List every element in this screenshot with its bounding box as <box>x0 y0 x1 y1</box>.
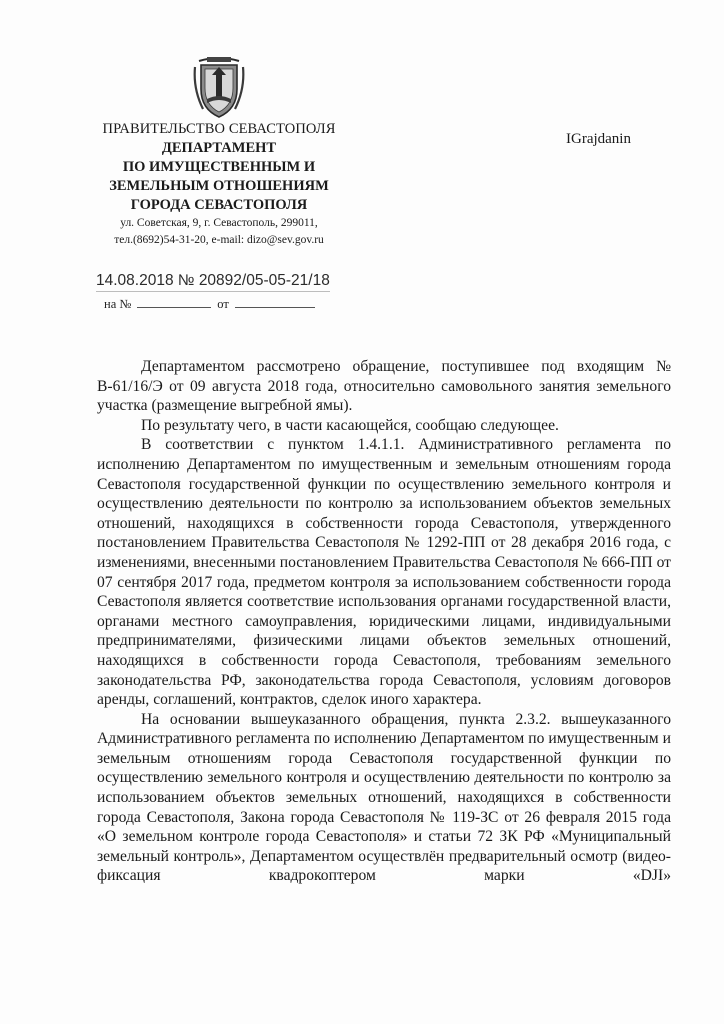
body-paragraph: По результату чего, в части касающейся, сообщаю следующее. <box>141 416 559 434</box>
sender-header <box>80 120 358 249</box>
ref-date-label: от <box>217 297 229 311</box>
department-line-4: ГОРОДА СЕВАСТОПОЛЯ <box>130 197 308 213</box>
department-line-3: ЗЕМЕЛЬНЫМ ОТНОШЕНИЯМ <box>109 178 329 194</box>
government-name: ПРАВИТЕЛЬСТВО СЕВАСТОПОЛЯ <box>102 121 336 137</box>
body-paragraph: Департаментом рассмотрено обращение, поступившее под входящим № В-61/16/Э от 09 августа 2018 года, относительно самовольного занятия земельного участка (размещение выгребной ямы). <box>97 358 671 415</box>
department-line-2: ПО ИМУЩЕСТВЕННЫМ И <box>122 159 316 175</box>
incoming-reference <box>104 296 321 312</box>
outgoing-date-number: 14.08.2018 № 20892/05-05-21/18 <box>96 272 330 292</box>
ref-number-label: на № <box>104 297 132 311</box>
ref-date-blank <box>235 296 315 308</box>
sevastopol-coat-of-arms-icon <box>193 55 245 121</box>
body-paragraph: В соответствии с пунктом 1.4.1.1. Административного регламента по исполнению Департаментом по имущественным и земельным отношениям города Севастополя государственной функции по осуществлению земельного контроля и осуществлению деятельности по контролю за использованием объектов земельных отношений, находящихся в собственности города Севастополя, утвержденного постановлением Правительства Севастополя № 1292-ПП от 28 декабря 2016 года, с изменениями, внесенными постановлением Правительства Севастополя № 666-ПП от 07 сентября 2017 года, предметом контроля за использованием собственности города Севастополя является соответствие использования органами государственной власти, органами местного самоуправления, юридическими лицами, индивидуальными предпринимателями, физическими лицами объектов земельных отношений, находящихся в собственности города Севастополя, требованиям земельного законодательства РФ, законодательства города Севастополя, условиям договоров аренды, соглашений, контрактов, сделок иного характера. <box>97 436 671 709</box>
sender-contacts: тел.(8692)54-31-20, e-mail: dizo@sev.gov.ru <box>114 234 324 246</box>
sender-address: ул. Советская, 9, г. Севастополь, 299011, <box>120 217 318 229</box>
department-line-1: ДЕПАРТАМЕНТ <box>161 140 277 156</box>
recipient-name: IGrajdanin <box>566 131 631 147</box>
body-paragraph: На основании вышеуказанного обращения, пункта 2.3.2. вышеуказанного Административного регламента по исполнению Департаментом по имущественным и земельным отношениям города Севастополя государственной функции по осуществлению земельного контроля и осуществлению деятельности по контролю за использованием объектов земельных отношений, находящихся в собственности города Севастополя, Закона города Севастополя № 119-ЗС от 26 февраля 2015 года «О земельном контроле города Севастополя» и статьи 72 ЗК РФ «Муниципальный земельный контроль», Департаментом осуществлён предварительный осмотр (видео-фиксация квадрокоптером марки «DJI» <box>97 710 671 885</box>
ref-number-blank <box>137 296 211 308</box>
letter-body <box>97 357 671 886</box>
